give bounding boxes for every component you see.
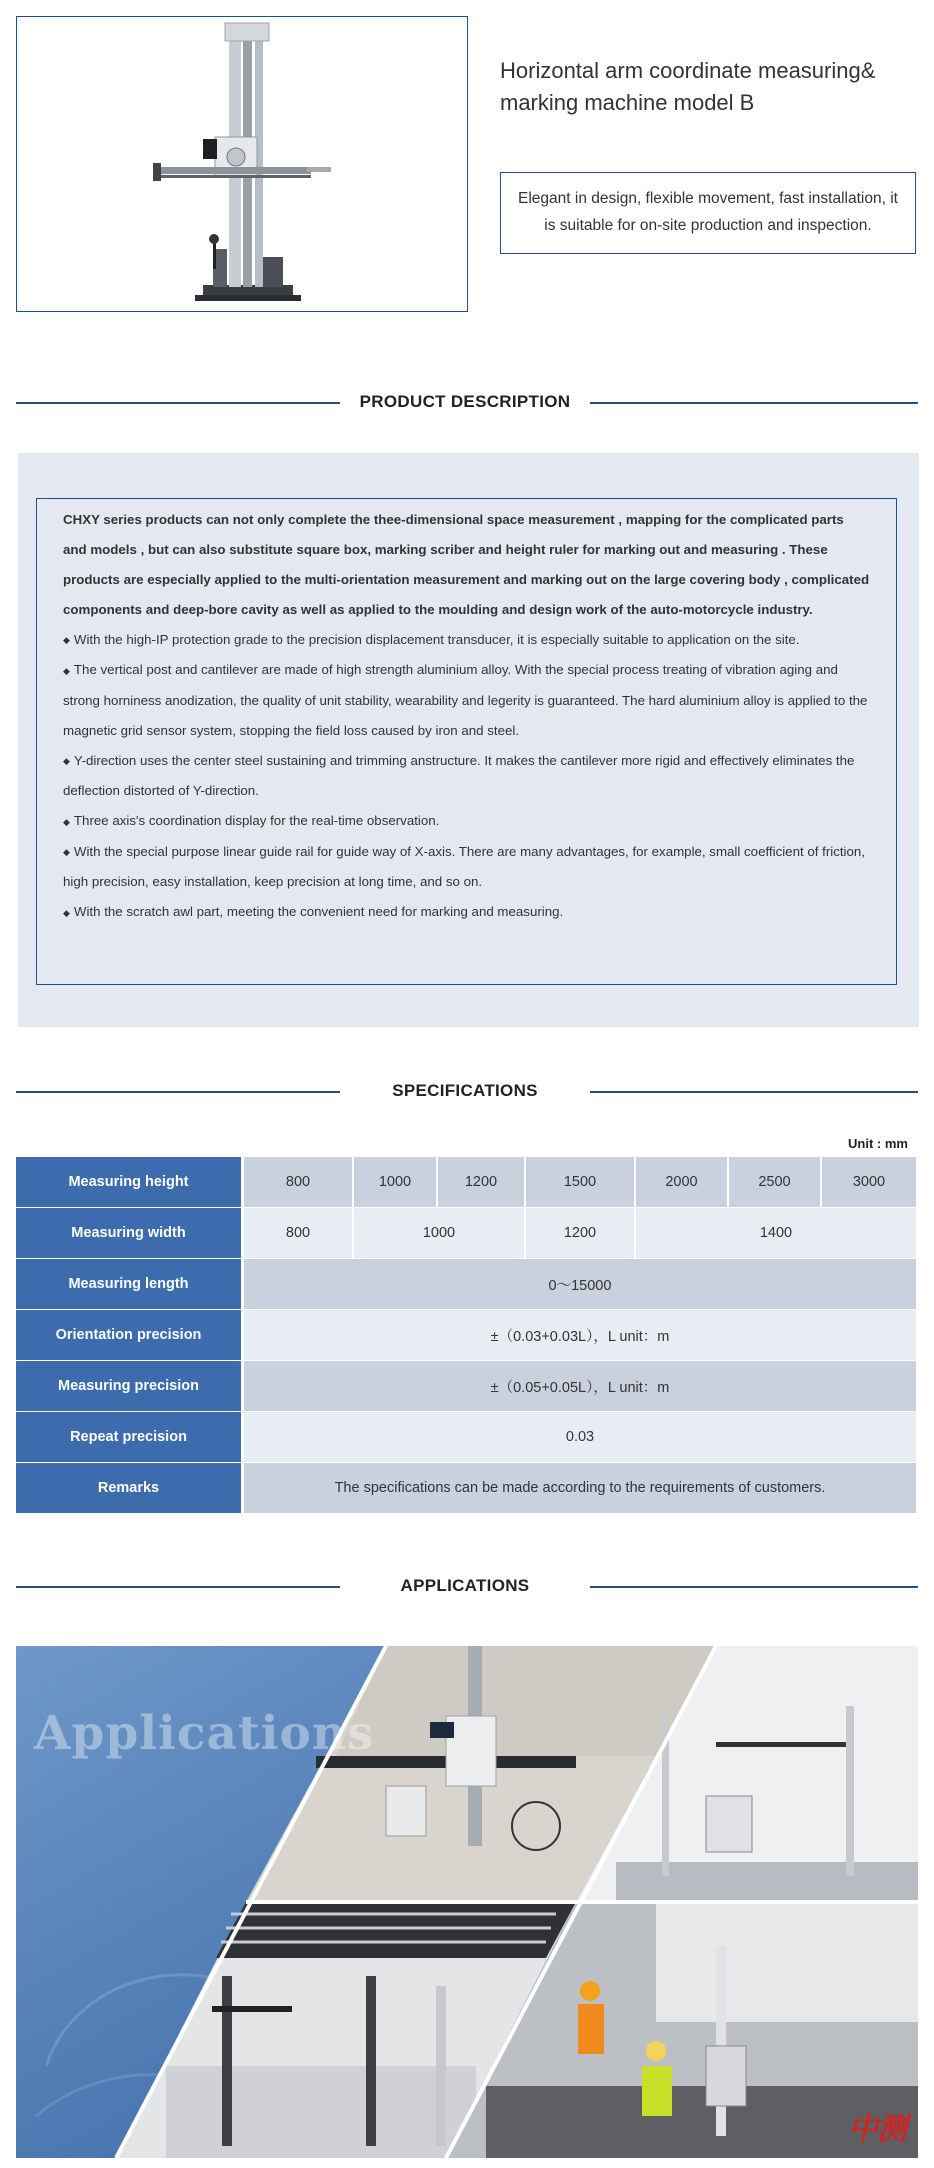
table-cell: 1500 (526, 1157, 636, 1208)
description-panel (18, 453, 919, 1027)
feature-text: Y-direction uses the center steel sustaining and trimming anstructure. It makes the cantilever more rigid and effectively eliminates the deflection distorted of Y-direction. (63, 752, 855, 799)
table-cell: 800 (244, 1208, 354, 1259)
bullet-icon: ◆ (63, 665, 70, 676)
row-header: Measuring width (16, 1208, 244, 1259)
table-cell: ±（0.05+0.05L），L unit：m (244, 1361, 918, 1412)
heading-divider (16, 1091, 340, 1093)
table-row (16, 1157, 918, 1208)
feature-bullet (63, 655, 870, 745)
feature-bullet (63, 806, 870, 836)
table-cell: ±（0.03+0.03L），L unit：m (244, 1310, 918, 1361)
table-cell: 1000 (354, 1157, 438, 1208)
section-heading-specifications (16, 1077, 918, 1107)
bullet-icon: ◆ (63, 907, 70, 918)
heading-divider (16, 402, 340, 404)
feature-text: With the special purpose linear guide rail for guide way of X-axis. There are many advantages, for example, small coefficient of friction, high precision, easy installation, keep precision at long time, and so on. (63, 843, 865, 890)
applications-overlay-title: Applications (34, 1706, 375, 1761)
table-cell: 0～15000 (244, 1259, 918, 1310)
product-title: Horizontal arm coordinate measuring& marking machine model B (500, 58, 876, 115)
product-image (16, 16, 468, 312)
table-row (16, 1310, 918, 1361)
bullet-icon: ◆ (63, 635, 70, 646)
applications-collage (16, 1646, 918, 2158)
table-cell: 1400 (636, 1208, 918, 1259)
row-header: Measuring precision (16, 1361, 244, 1412)
bullet-icon: ◆ (63, 847, 70, 858)
bullet-icon: ◆ (63, 756, 70, 767)
row-header: Orientation precision (16, 1310, 244, 1361)
row-header: Repeat precision (16, 1412, 244, 1463)
section-heading-text: APPLICATIONS (400, 1576, 530, 1595)
table-row (16, 1463, 918, 1514)
unit-label: Unit : mm (848, 1136, 908, 1151)
feature-text: The vertical post and cantilever are made of high strength aluminium alloy. With the special process treating of vibration aging and strong horniness anodization, the quality of unit stability, wearability and legerity is guaranteed. The hard aluminium alloy is applied to the magnetic grid sensor system, stopping the field loss caused by iron and steel. (63, 662, 868, 738)
feature-bullet (63, 837, 870, 897)
product-tagline: Elegant in design, flexible movement, fast installation, it is suitable for on-site production and inspection. (500, 172, 916, 254)
specifications-table (16, 1157, 918, 1514)
bullet-icon: ◆ (63, 816, 70, 827)
table-row (16, 1208, 918, 1259)
section-heading-text: SPECIFICATIONS (392, 1081, 538, 1100)
brand-watermark: 中测 (848, 2112, 906, 2147)
heading-divider (590, 402, 918, 404)
table-cell: 1000 (354, 1208, 526, 1259)
table-cell: 1200 (438, 1157, 526, 1208)
table-cell: 3000 (822, 1157, 918, 1208)
feature-text: With the high-IP protection grade to the precision displacement transducer, it is especially suitable to application on the site. (73, 632, 800, 647)
section-heading-applications (16, 1572, 918, 1602)
feature-bullet (63, 897, 870, 927)
table-cell: 1200 (526, 1208, 636, 1259)
feature-text: With the scratch awl part, meeting the convenient need for marking and measuring. (73, 904, 564, 920)
feature-bullet (63, 625, 870, 655)
table-cell: 800 (244, 1157, 354, 1208)
feature-bullet (63, 746, 870, 806)
heading-divider (590, 1091, 918, 1093)
table-row (16, 1361, 918, 1412)
table-cell: 2000 (636, 1157, 729, 1208)
table-cell: 2500 (729, 1157, 822, 1208)
table-cell: 0.03 (244, 1412, 918, 1463)
description-intro: CHXY series products can not only complete the thee-dimensional space measurement , mapping for the complicated parts and models , but can also substitute square box, marking scriber and height ruler for marking out and measuring . These products are especially applied to the multi-orientation measurement and marking out on the large covering body , complicated components and deep-bore cavity as well as applied to the moulding and design work of the auto-motorcycle industry. (63, 512, 870, 617)
table-cell: The specifications can be made according to the requirements of customers. (244, 1463, 918, 1514)
heading-divider (590, 1586, 918, 1588)
description-box (36, 498, 897, 985)
section-heading-text: PRODUCT DESCRIPTION (359, 392, 571, 411)
table-row (16, 1259, 918, 1310)
table-row (16, 1412, 918, 1463)
feature-text: Three axis's coordination display for the real-time observation. (73, 813, 440, 829)
row-header: Measuring height (16, 1157, 244, 1208)
heading-divider (16, 1586, 340, 1588)
row-header: Measuring length (16, 1259, 244, 1310)
row-header: Remarks (16, 1463, 244, 1514)
section-heading-description (16, 388, 918, 418)
